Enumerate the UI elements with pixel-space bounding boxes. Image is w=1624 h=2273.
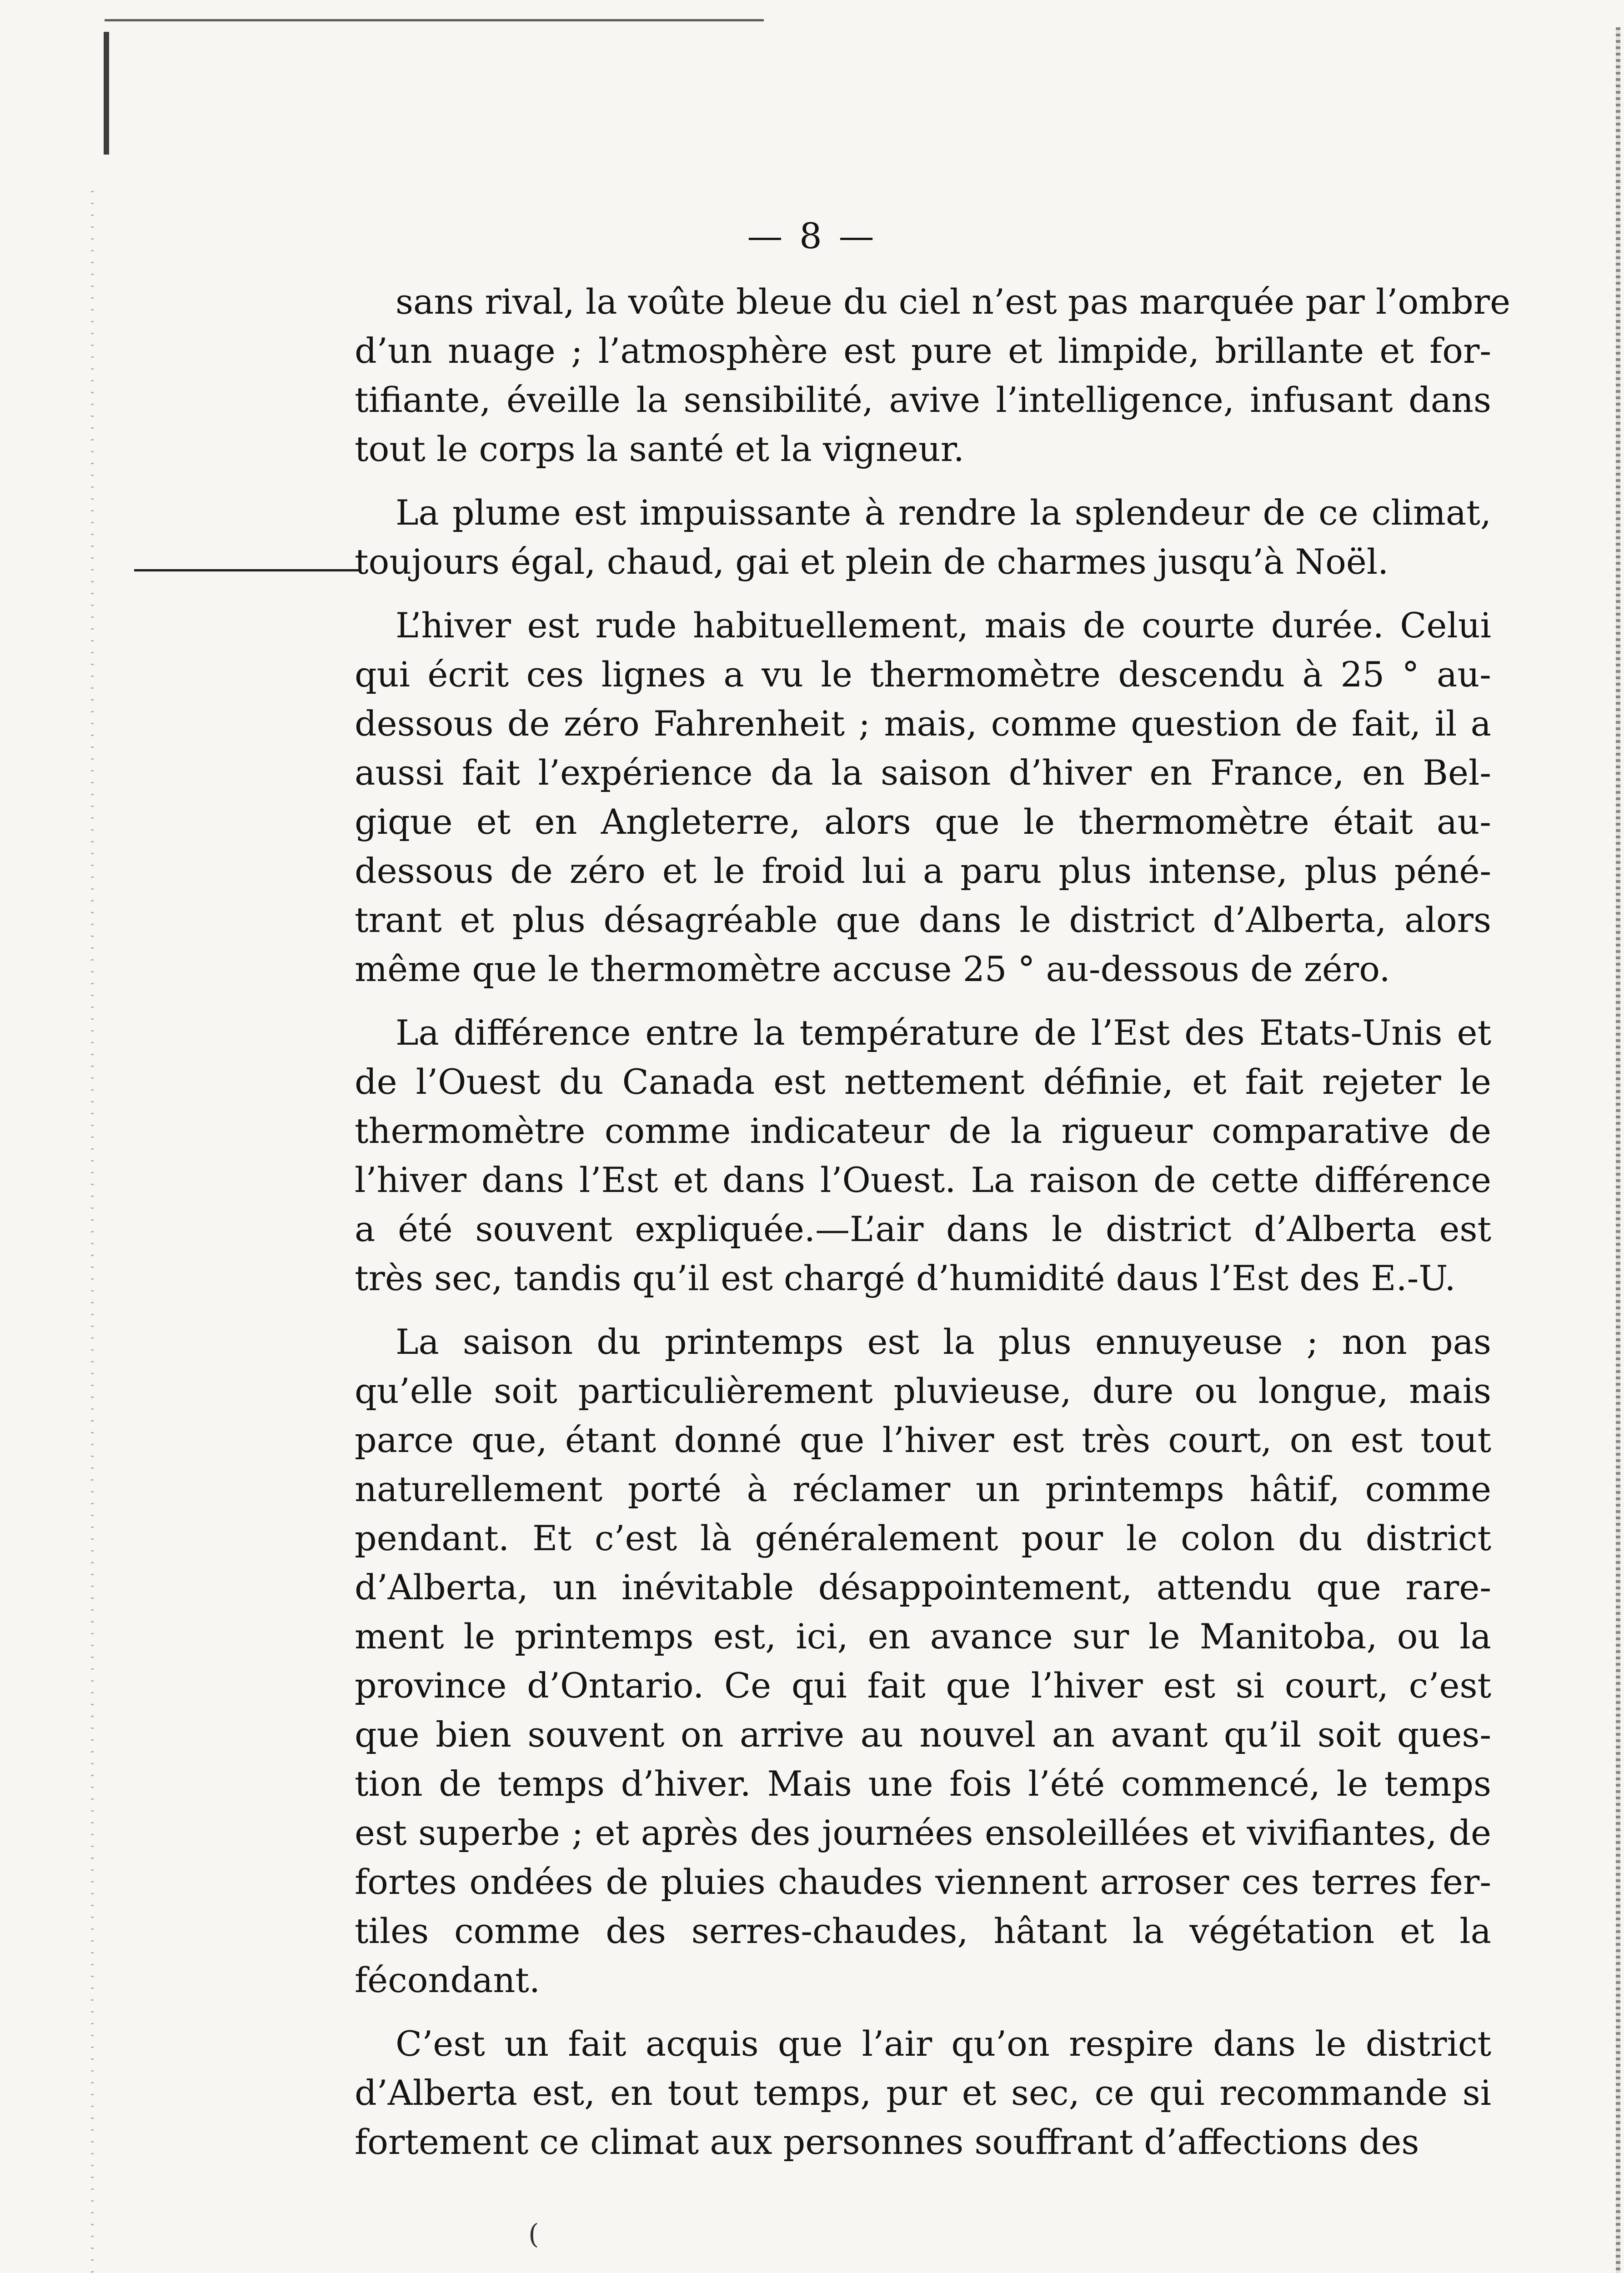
- text-line: gique et en Angleterre, alors que le thermomètre était au-: [355, 801, 1491, 842]
- text-line: fortement ce climat aux personnes souffrant d’affections des: [355, 2122, 1419, 2162]
- body-text: [355, 277, 1511, 2181]
- text-line: qu’elle soit particulièrement pluvieuse, dure ou longue, mais: [355, 1371, 1491, 1411]
- paragraph: [355, 488, 1491, 586]
- paragraph: [355, 277, 1511, 474]
- text-line: thermomètre comme indicateur de la rigueur comparative de: [355, 1111, 1491, 1151]
- text-line: La plume est impuissante à rendre la splendeur de ce climat,: [396, 492, 1491, 533]
- text-line: La différence entre la température de l’Est des Etats-Unis et: [396, 1012, 1491, 1053]
- text-line: même que le thermomètre accuse 25 ° au-dessous de zéro.: [355, 949, 1390, 989]
- text-line: fortes ondées de pluies chaudes viennent arroser ces terres fer-: [355, 1862, 1491, 1902]
- text-line: l’hiver dans l’Est et dans l’Ouest. La raison de cette différence: [355, 1160, 1491, 1200]
- text-line: dessous de zéro Fahrenheit ; mais, comme question de fait, il a: [355, 703, 1491, 744]
- paragraph: [355, 1008, 1491, 1303]
- text-line: très sec, tandis qu’il est chargé d’humidité daus l’Est des E.-U.: [355, 1258, 1456, 1298]
- text-line: tout le corps la santé et la vigneur.: [355, 429, 964, 469]
- text-line: toujours égal, chaud, gai et plein de charmes jusqu’à Noël.: [355, 541, 1389, 582]
- text-line: tion de temps d’hiver. Mais une fois l’été commencé, le temps: [355, 1763, 1491, 1804]
- text-line: qui écrit ces lignes a vu le thermomètre descendu à 25 ° au-: [355, 654, 1491, 695]
- right-edge-shadow: [1616, 27, 1620, 2273]
- text-line: aussi fait l’expérience da la saison d’hiver en France, en Bel-: [355, 752, 1491, 793]
- text-line: naturellement porté à réclamer un printemps hâtif, comme: [355, 1469, 1491, 1509]
- text-line: d’un nuage ; l’atmosphère est pure et limpide, brillante et for-: [355, 330, 1491, 371]
- text-line: de l’Ouest du Canada est nettement définie, et fait rejeter le: [355, 1061, 1491, 1102]
- top-edge-rule: [105, 19, 764, 21]
- text-line: a été souvent expliquée.—L’air dans le district d’Alberta est: [355, 1209, 1491, 1249]
- text-line: tiles comme des serres-chaudes, hâtant la végétation et la: [355, 1911, 1491, 1951]
- text-line: sans rival, la voûte bleue du ciel n’est pas marquée par l’ombre: [396, 281, 1511, 322]
- text-line: province d’Ontario. Ce qui fait que l’hiver est si court, c’est: [355, 1665, 1491, 1706]
- left-margin-speckle: [91, 191, 94, 2273]
- text-line: tifiante, éveille la sensibilité, avive l’intelligence, infusant dans: [355, 380, 1491, 420]
- paragraph: [355, 2019, 1491, 2167]
- text-line: L’hiver est rude habituellement, mais de courte durée. Celui: [396, 605, 1491, 646]
- binding-mark: [104, 32, 109, 155]
- text-line: parce que, étant donné que l’hiver est très court, on est tout: [355, 1420, 1491, 1460]
- paragraph: [355, 1317, 1491, 2005]
- text-line: trant et plus désagréable que dans le district d’Alberta, alors: [355, 900, 1491, 940]
- text-line: La saison du printemps est la plus ennuyeuse ; non pas: [396, 1322, 1491, 1362]
- text-line: fécondant.: [355, 1960, 540, 2000]
- text-line: pendant. Et c’est là généralement pour le colon du district: [355, 1518, 1491, 1558]
- text-line: C’est un fait acquis que l’air qu’on respire dans le district: [396, 2023, 1491, 2064]
- page-number: — 8 —: [747, 216, 877, 257]
- text-line: d’Alberta est, en tout temps, pur et sec, ce qui recommande si: [355, 2073, 1491, 2113]
- paragraph: [355, 601, 1491, 994]
- text-line: est superbe ; et après des journées ensoleillées et vivifiantes, de: [355, 1812, 1491, 1853]
- text-line: d’Alberta, un inévitable désappointement, attendu que rare-: [355, 1567, 1491, 1607]
- margin-strike-line: [134, 569, 361, 571]
- stray-mark: (: [528, 2218, 539, 2250]
- text-line: ment le printemps est, ici, en avance sur le Manitoba, ou la: [355, 1616, 1491, 1657]
- text-line: que bien souvent on arrive au nouvel an avant qu’il soit ques-: [355, 1714, 1491, 1755]
- text-line: dessous de zéro et le froid lui a paru plus intense, plus péné-: [355, 851, 1491, 891]
